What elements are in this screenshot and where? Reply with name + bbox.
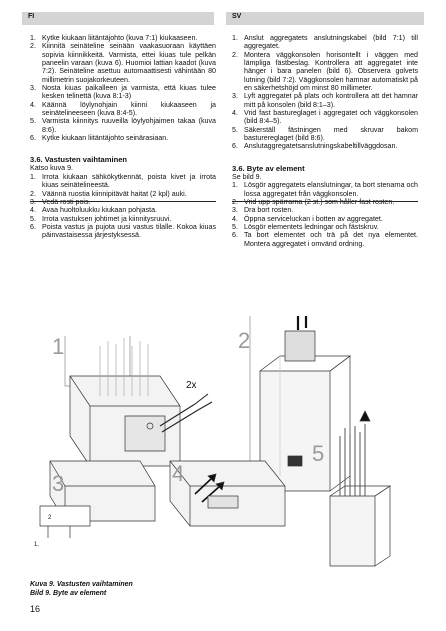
divider-fi [30,201,216,202]
sv-install-steps [232,34,418,151]
fi-section-title: 3.6. Vastusten vaihtaminen [30,155,128,165]
list-item: 4. Käännä löylynohjain kiinni kiukaaseen ja seinätelineeseen (kuva 8:4-5). [30,100,216,118]
fi-install-steps [30,34,216,142]
list-item: 6. Poista vastus ja pujota uusi vastus tilalle. Kokoa kiuas päinvastaisessa järjestyksessä. [30,222,216,240]
list-item: 6. Kytke kiukaan liitäntäjohto seinärasiaan. [30,134,169,143]
list-item: 5. Säkerställ fästningen med skruvar bakom basturereglaget (bild 8:6). [232,125,418,143]
panel-1-drawing [65,336,212,466]
list-item: 5. Varmista kiinnitys ruuveilla löylyohjaimen takaa (kuva 8:6). [30,117,216,134]
panel-number: 2 [238,328,251,353]
list-item [30,198,216,206]
list-item: 1. Lösgör aggregatets elanslutningar, ta bort stenarna och lossa aggregatet från väggkonsolen. [232,181,418,198]
callout-1: 1. [34,542,40,548]
list-item: 5. Lösgör elementets ledningar och fästskruv. [232,222,379,231]
list-item: 1. Kytke kiukaan liitäntäjohto (kuva 7:1) kiukaaseen. [30,34,198,42]
list-item: 6. Anslutaggregatetsanslutningskabeltillväggdosan. [232,142,398,151]
language-header-sv [226,12,424,25]
list-item: 4. Vrid fast bastureglaget i aggregatet och väggkonsolen (bild 8:4–5). [232,109,418,126]
list-item: 4. Öppna serviceluckan i botten av aggregatet. [232,214,383,223]
sv-intro: Se bild 9. [232,172,262,181]
list-item: 5. Irrota vastuksen johtimet ja kiinnitysruuvi. [30,214,172,223]
panel-number: 5 [312,441,325,466]
panel-number: 1 [52,334,65,359]
language-code-fi: FI [28,13,35,20]
page-number: 16 [30,604,41,614]
list-item: 2. Montera väggkonsolen horisontellt i väggen med lämpliga fästbeslag. Kontrollera att aggregatet inte hänger i bara panelen (bild 6). Observera golvets lutning (bild 7:2). Väggkonsolen hamnar automatiskt på en säkerhetshöjd om minst 80 millimeter. [232,50,418,93]
callout-2: 2 [48,515,52,521]
list-item: 6. Ta bort elementet och trä på det nya elementet. Montera aggregatet i omvänd ordning. [232,231,418,248]
column-sv [232,34,418,248]
list-item: 3. Dra bort rosten. [232,206,294,215]
fi-intro: Katso kuva 9. [30,164,73,173]
panel-4-drawing [170,461,285,526]
list-item: 4. Avaa huoltoluukku kiukaan pohjasta. [30,206,158,215]
list-item: 1. Anslut aggregatets anslutningskabel (bild 7:1) till aggregatet. [232,34,418,51]
column-fi [30,34,216,240]
sv-section-title: 3.6. Byte av element [232,163,305,173]
list-item: 1. Irrota kiukaan sähkökytkennät, poista kivet ja irrota kiuas seinätelineestä. [30,172,216,190]
list-item [232,198,418,206]
list-item: 2. Väännä ruostia kiinnipitävät haitat (2 kpl) auki. [30,189,187,198]
language-code-sv: SV [232,13,242,20]
panel-number: 3 [52,471,65,496]
language-header-fi [22,12,214,25]
caption-sv: Bild 9. Byte av element [30,590,107,597]
panel-number: 4 [172,461,185,486]
sv-replace-steps [232,181,418,248]
label-2x: 2x [186,380,197,391]
divider-sv [232,201,418,202]
illustration-svg [30,316,422,574]
fi-replace-steps [30,173,216,240]
list-item: 3. Nosta kiuas paikalleen ja varmista, että kiuas tulee kesken telinettä (kuva 8:1-3) [30,84,216,101]
list-item: 3. Lyft aggregatet på plats och kontrollera att det hamnar mitt på konsolen (bild 8:1–3). [232,92,418,109]
element-replacement-illustration [30,316,422,574]
caption-fi: Kuva 9. Vastusten vaihtaminen [30,581,133,588]
panel-5-drawing [330,411,390,566]
list-item: 2. Kiinnitä seinäteline seinään vaakasuoraan käyttäen sopivia kiinnikkeitä. Varmista, ettei kiuas tule pelkän paneelin varaan (kuva 6). Huomioi lattian kaadot (kuva 7:2). Seinäteline asettuu automaattisesti vähintään 80 millimetrin suojakorkeuteen. [30,42,216,84]
